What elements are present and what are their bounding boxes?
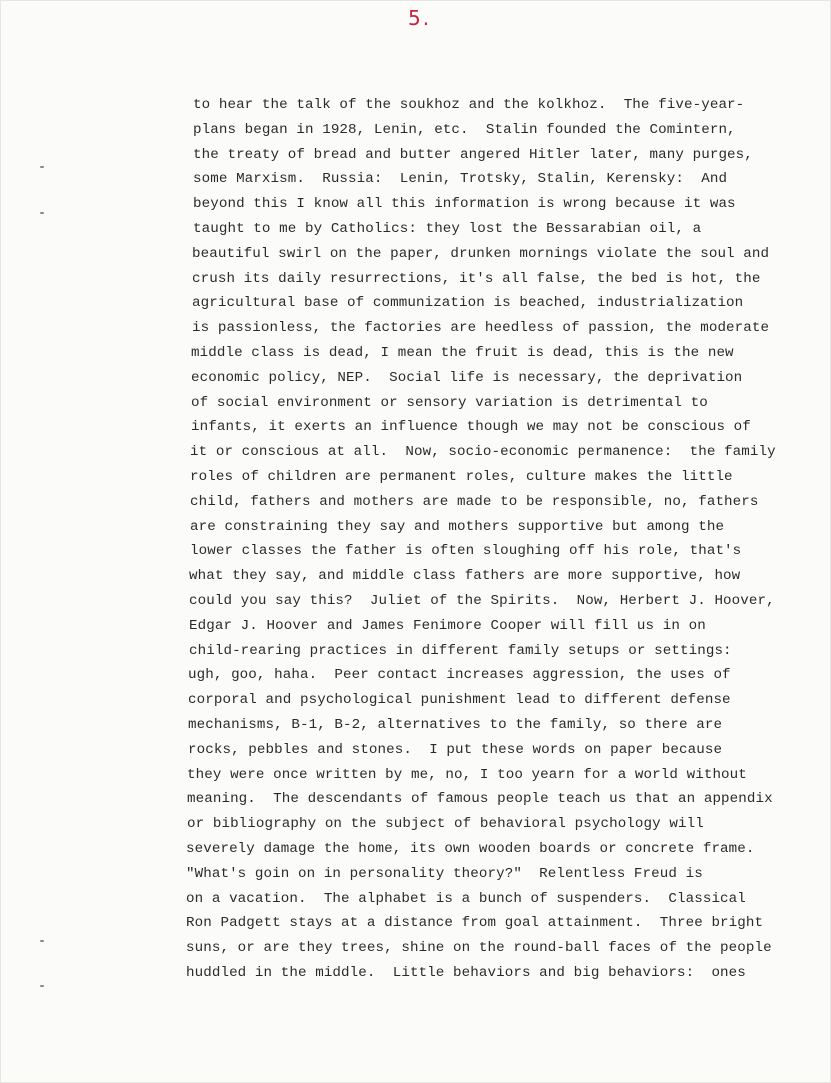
text-line: to hear the talk of the soukhoz and the kolkhoz. The five-year-: [193, 97, 745, 113]
text-line: "What's goin on in personality theory?" Relentless Freud is: [186, 865, 703, 882]
text-line: lower classes the father is often sloughing off his role, that's: [190, 543, 742, 560]
text-line: corporal and psychological punishment lead to different defense: [188, 692, 731, 709]
text-line: Ron Padgett stays at a distance from goal attainment. Three bright: [186, 915, 764, 932]
margin-mark: [40, 985, 44, 987]
text-line: of social environment or sensory variation is detrimental to: [191, 394, 708, 411]
margin-mark: [40, 940, 44, 942]
text-line: they were once written by me, no, I too yearn for a world without: [187, 766, 747, 783]
text-line: middle class is dead, I mean the fruit is dead, this is the new: [191, 344, 734, 361]
text-line: meaning. The descendants of famous people teach us that an appendix: [187, 791, 773, 808]
text-line: agricultural base of communization is beached, industrialization: [192, 295, 744, 312]
margin-mark: [40, 166, 44, 168]
text-line: child-rearing practices in different family setups or settings:: [189, 642, 732, 659]
text-line: Edgar J. Hoover and James Fenimore Cooper will fill us in on: [189, 617, 706, 634]
text-line: it or conscious at all. Now, socio-economic permanence: the family: [190, 444, 776, 461]
text-line: crush its daily resurrections, it's all false, the bed is hot, the: [192, 270, 761, 287]
text-line: mechanisms, B-1, B-2, alternatives to the family, so there are: [188, 716, 723, 733]
text-line: are constraining they say and mothers supportive but among the: [190, 518, 725, 535]
text-line: the treaty of bread and butter angered Hitler later, many purges,: [193, 146, 753, 163]
margin-mark: [40, 212, 44, 214]
text-line: suns, or are they trees, shine on the round-ball faces of the people: [186, 940, 772, 957]
text-line: child, fathers and mothers are made to be responsible, no, fathers: [190, 493, 759, 510]
text-line: economic policy, NEP. Social life is necessary, the deprivation: [191, 369, 743, 386]
text-line: infants, it exerts an influence though we may not be conscious of: [191, 419, 751, 436]
text-line: ugh, goo, haha. Peer contact increases aggression, the uses of: [188, 667, 731, 684]
body-text: [186, 93, 826, 986]
text-line: huddled in the middle. Little behaviors and big behaviors: ones: [186, 964, 746, 981]
text-line: could you say this? Juliet of the Spirits. Now, Herbert J. Hoover,: [189, 592, 775, 609]
text-line: rocks, pebbles and stones. I put these words on paper because: [188, 741, 723, 758]
page-number: 5.: [408, 6, 432, 30]
text-line: plans began in 1928, Lenin, etc. Stalin founded the Comintern,: [193, 121, 736, 138]
text-line: some Marxism. Russia: Lenin, Trotsky, Stalin, Kerensky: And: [193, 171, 728, 188]
text-line: roles of children are permanent roles, culture makes the little: [190, 468, 733, 485]
text-line: beautiful swirl on the paper, drunken mornings violate the soul and: [192, 245, 770, 262]
text-line: what they say, and middle class fathers are more supportive, how: [189, 568, 741, 585]
text-line: is passionless, the factories are heedless of passion, the moderate: [192, 320, 770, 337]
text-line: on a vacation. The alphabet is a bunch of suspenders. Classical: [186, 890, 746, 907]
text-line: severely damage the home, its own wooden boards or concrete frame.: [186, 840, 755, 857]
text-line: beyond this I know all this information is wrong because it was: [193, 196, 736, 213]
text-line: taught to me by Catholics: they lost the Bessarabian oil, a: [193, 220, 702, 237]
text-line: or bibliography on the subject of behavioral psychology will: [187, 816, 704, 833]
